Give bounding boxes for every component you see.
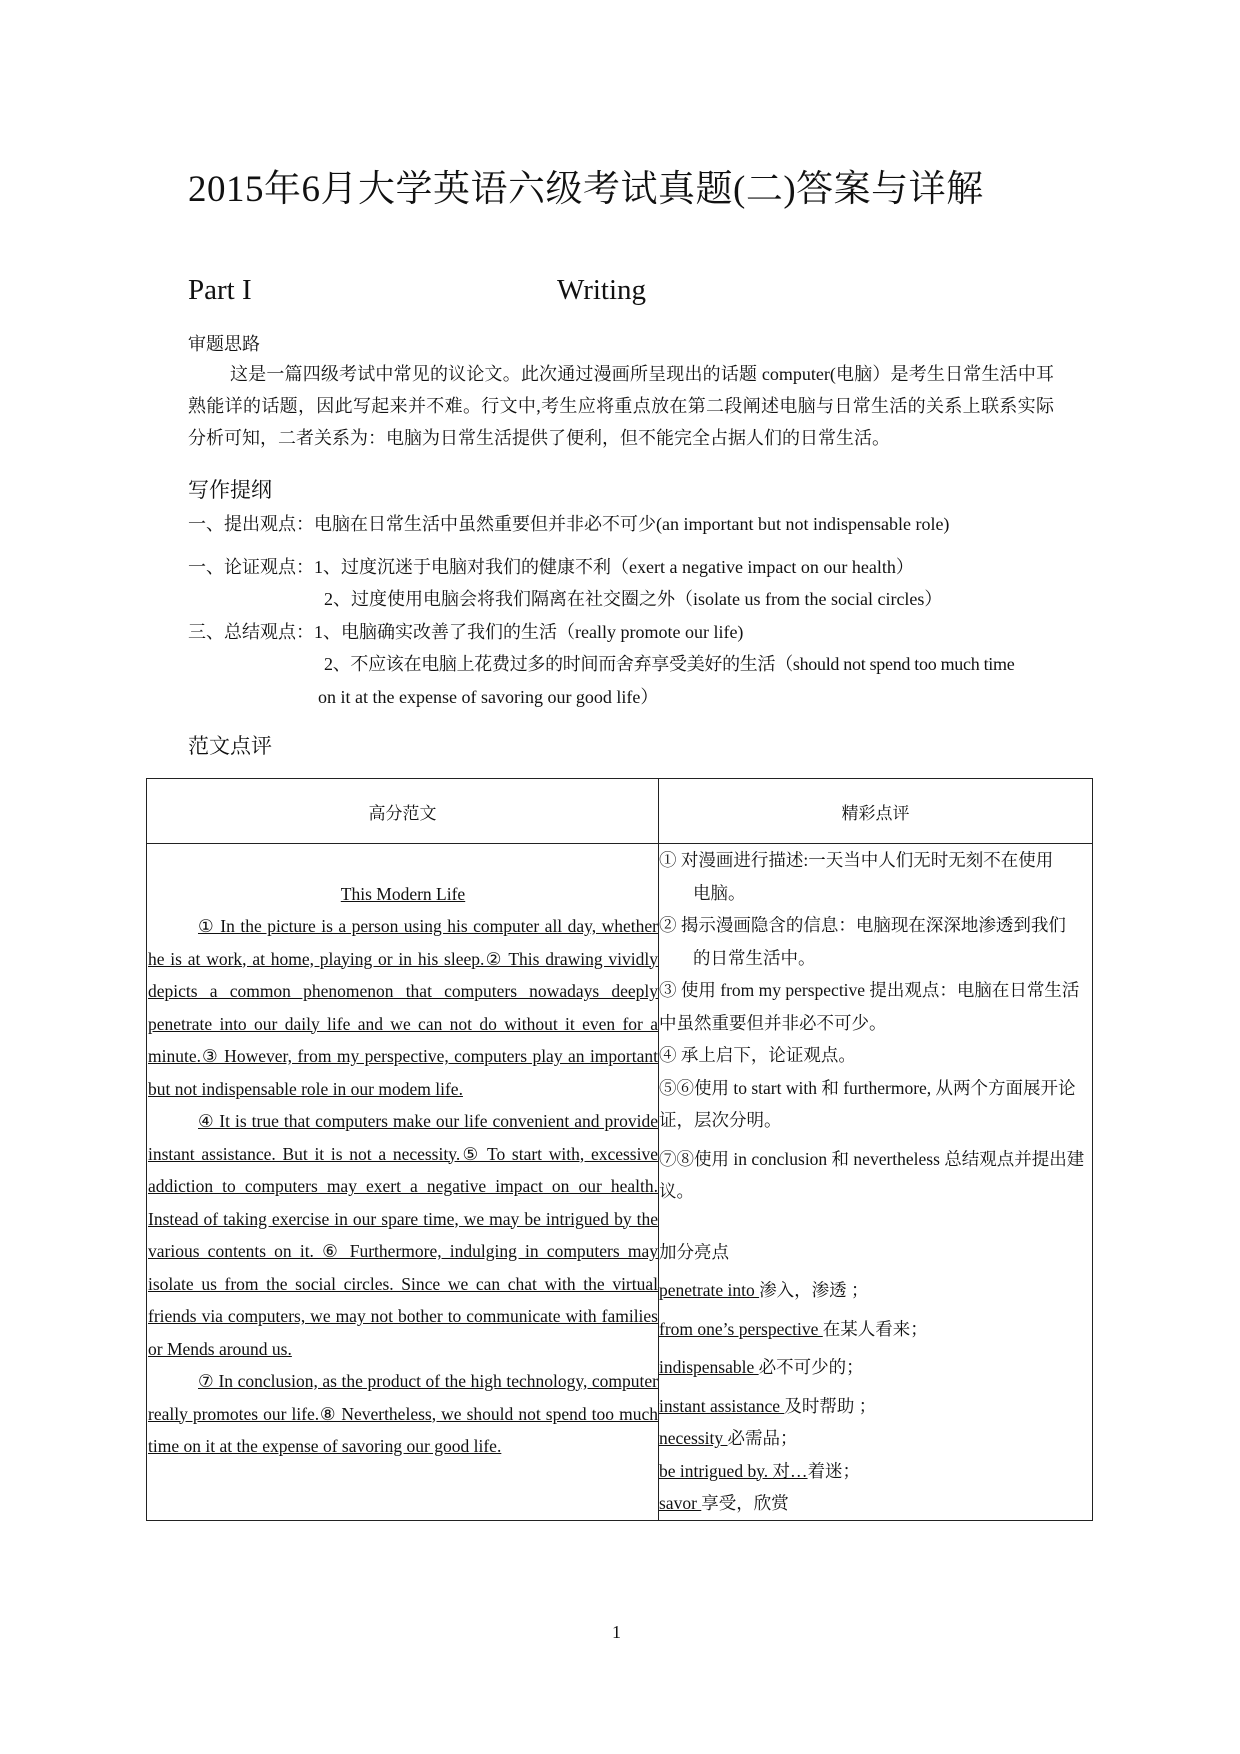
highlight-item (659, 1422, 1092, 1455)
comment-item (659, 1039, 1092, 1072)
page-number: 1 (612, 1622, 621, 1642)
outline-line: on it at the expense of savoring our good life） (318, 687, 659, 707)
highlight-zh: 必需品； (727, 1428, 798, 1448)
essay-cell (147, 844, 659, 1521)
comment-text: 对漫画进行描述:一天当中人们无时无刻不在使用 (680, 850, 1054, 870)
analysis-heading: 审题思路 (188, 334, 260, 354)
essay-paragraph: ① In the picture is a person using his computer all day, whether he is at work, at home, playing or in his sleep.② This drawing vividly depicts a common phenomenon that computers nowadays deeply penetrate into our daily life and we can not do without it even for a minute.③ However, from my perspective, computers play an important but not indispensable role in our modem life. (148, 916, 658, 1099)
highlight-zh: 在某人看来； (822, 1318, 928, 1339)
highlight-en: penetrate into (659, 1280, 760, 1300)
comment-item (659, 1072, 1092, 1137)
comment-text: 使用 to start with 和 furthermore, 从两个方面展开论证，层次分明。 (659, 1077, 1076, 1130)
comments-cell (659, 844, 1093, 1521)
comment-num: ② (659, 915, 677, 935)
highlight-item (659, 1487, 1092, 1520)
comment-item (659, 1143, 1092, 1208)
essay-title: This Modern Life (340, 884, 466, 904)
part-label: Part I (188, 274, 252, 306)
comment-text: 使用 in conclusion 和 nevertheless 总结观点并提出建议。 (659, 1148, 1085, 1201)
review-heading: 范文点评 (188, 734, 272, 758)
comment-num: ① (659, 850, 677, 870)
highlight-en: instant assistance (659, 1395, 785, 1416)
highlight-item (659, 1455, 1092, 1488)
comment-text: 承上启下，论证观点。 (680, 1045, 856, 1065)
highlights-heading: 加分亮点 (659, 1241, 729, 1262)
comment-text-cont: 的日常生活中。 (693, 947, 816, 968)
highlight-en: savor (659, 1493, 702, 1513)
outline-line: 一、提出观点：电脑在日常生活中虽然重要但并非必不可少(an important but not indispensable role) (188, 514, 950, 534)
highlight-item (659, 1274, 1092, 1307)
highlight-en: necessity (659, 1428, 728, 1448)
header-comments: 精彩点评 (659, 779, 1093, 844)
comment-item (659, 974, 1092, 1039)
comment-text-cont: 电脑。 (693, 882, 746, 903)
essay-paragraph: ⑦ In conclusion, as the product of the high technology, computer really promotes our life.⑧ Nevertheless, we should not spend too much time on it at the expense of savoring our good life. (148, 1371, 658, 1456)
highlight-zh: 必不可少的； (758, 1357, 864, 1377)
highlight-item (659, 1390, 1092, 1423)
highlight-zh: 及时帮助 ； (784, 1395, 877, 1416)
outline-line: 三、总结观点：1、电脑确实改善了我们的生活（really promote our life) (188, 622, 744, 642)
analysis-text: 这是一篇四级考试中常见的议论文。此次通过漫画所呈现出的话题 computer(电脑）是考生日常生活中耳熟能详的话题，因此写起来并不难。行文中,考生应将重点放在第二段阐述电脑与日常生活的关系上联系实际分析可知，二者关系为：电脑为日常生活提供了便利，但不能完全占据人们的日常生活。 (188, 364, 1054, 448)
comment-num: ④ (659, 1045, 677, 1065)
essay-paragraph: ④ It is true that computers make our life convenient and provide instant assistance. But it is not a necessity.⑤ To start with, excessive addiction to computers may exert a negative impact on our health. Instead of taking exercise in our spare time, we may be intrigued by the various contents on it. ⑥ Furthermore, indulging in computers may isolate us from the social circles. Since we can chat with the virtual friends via computers, we may not bother to communicate with families or Mends around us. (148, 1111, 658, 1359)
page-title: 2015年6月大学英语六级考试真题(二)答案与详解 (188, 169, 984, 210)
comment-item (659, 909, 1092, 942)
outline-line: 2、不应该在电脑上花费过多的时间而舍弃享受美好的生活（should not spend too much time (324, 654, 1015, 674)
comment-num: ⑤⑥ (659, 1077, 694, 1098)
table-row (147, 844, 1093, 1521)
comment-num: ③ (659, 980, 677, 1000)
highlight-item (659, 1313, 1092, 1346)
highlight-en: be intrigued by. 对… (659, 1460, 808, 1481)
header-essay: 高分范文 (147, 779, 659, 844)
highlight-en: indispensable (659, 1357, 759, 1377)
comment-num: ⑦⑧ (659, 1148, 694, 1169)
highlight-en: from one’s perspective (659, 1318, 823, 1339)
comment-text: 使用 from my perspective 提出观点：电脑在日常生活中虽然重要但并非必不可少。 (659, 980, 1080, 1033)
highlight-zh: 着迷； (807, 1460, 861, 1481)
highlight-item (659, 1351, 1092, 1384)
outline-line: 一、论证观点：1、过度沉迷于电脑对我们的健康不利（exert a negative impact on our health） (188, 557, 914, 577)
outline-line: 2、过度使用电脑会将我们隔离在社交圈之外（isolate us from the social circles） (324, 589, 943, 609)
outline-heading: 写作提纲 (188, 478, 272, 502)
comment-text: 揭示漫画隐含的信息：电脑现在深深地渗透到我们 (680, 915, 1066, 935)
part-name: Writing (557, 274, 647, 306)
highlight-zh: 享受，欣赏 (701, 1493, 789, 1513)
comment-item (659, 844, 1092, 877)
review-table (146, 778, 1093, 1521)
table-header-row (147, 779, 1093, 844)
highlight-zh: 渗入，渗透 ； (759, 1280, 869, 1300)
